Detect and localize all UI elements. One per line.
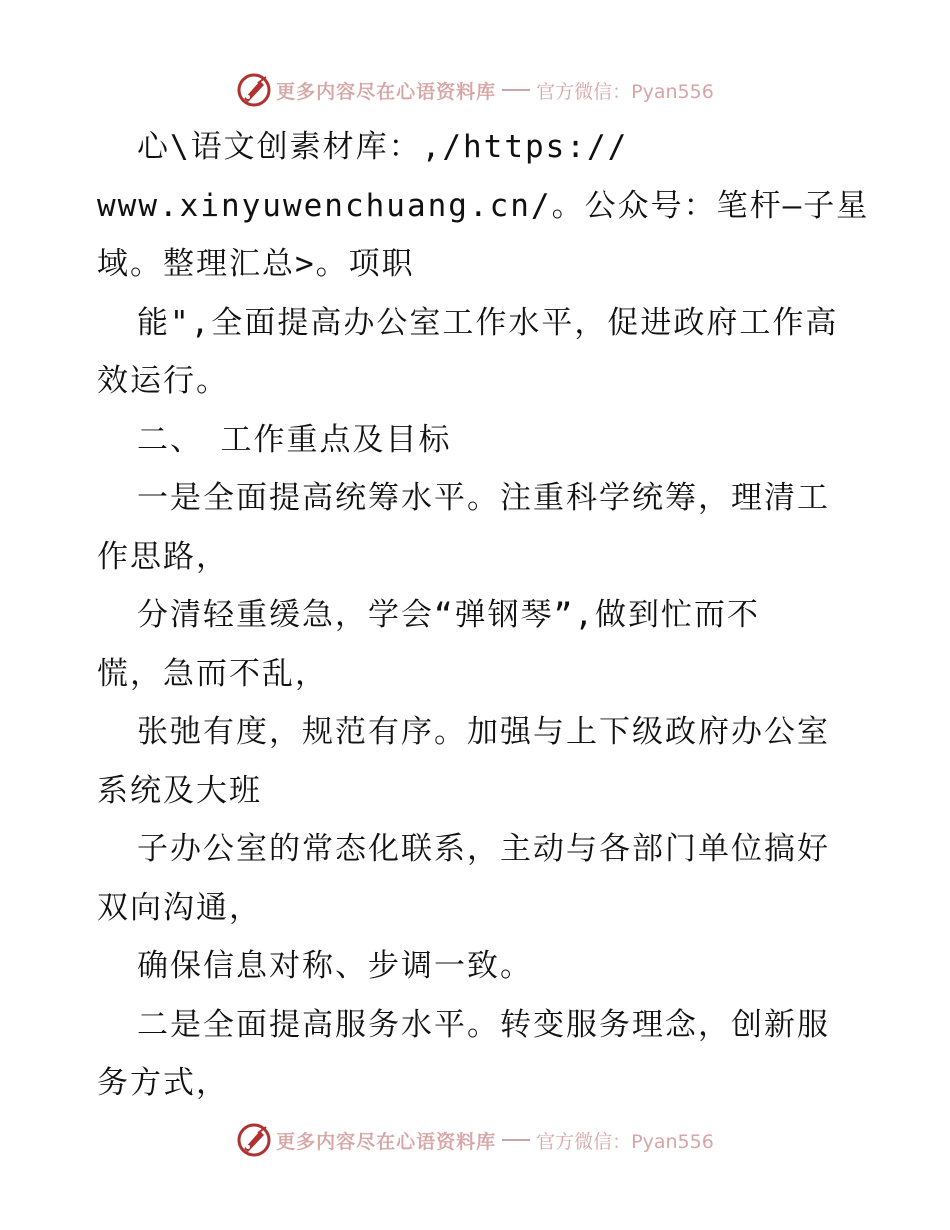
text-line: 能",全面提高办公室工作水平，促进政府工作高 xyxy=(137,304,839,341)
footer-banner-title: 更多内容尽在心语资料库 xyxy=(276,1130,497,1153)
section-heading: 二、 工作重点及目标 xyxy=(137,421,452,458)
footer-banner-separator xyxy=(502,1139,530,1141)
text-line: 效运行。 xyxy=(97,363,229,399)
text-line: 二是全面提高服务水平。转变服务理念，创新服 xyxy=(137,1006,830,1043)
text-line: 双向沟通， xyxy=(97,889,262,926)
quill-pen-seal-icon xyxy=(236,1122,272,1158)
footer-banner-contact: 官方微信：Pyan556 xyxy=(536,1130,714,1153)
text-line: 确保信息对称、步调一致。 xyxy=(137,948,533,984)
text-line: 作思路， xyxy=(97,538,229,575)
text-line: 域。整理汇总>。项职 xyxy=(97,246,415,282)
text-line: www.xinyuwenchuang.cn/。公众号：笔杆—子星 xyxy=(97,187,870,224)
document-body xyxy=(97,118,870,1113)
text-line: 慌，急而不乱， xyxy=(97,655,328,692)
text-line: 张弛有度，规范有序。加强与上下级政府办公室 xyxy=(137,714,830,750)
footer-banner xyxy=(0,1118,950,1162)
quill-pen-seal-icon xyxy=(236,72,272,108)
text-line: 心\语文创素材库：,/https:// xyxy=(137,129,629,165)
header-banner-separator xyxy=(502,89,530,91)
text-line: 子办公室的常态化联系，主动与各部门单位搞好 xyxy=(137,831,830,867)
text-line: 分清轻重缓急，学会“弹钢琴”,做到忙而不 xyxy=(137,597,760,633)
header-banner xyxy=(0,68,950,112)
header-banner-title: 更多内容尽在心语资料库 xyxy=(276,80,497,103)
text-line: 务方式， xyxy=(97,1065,229,1101)
text-line: 一是全面提高统筹水平。注重科学统筹，理清工 xyxy=(137,480,830,516)
text-line: 系统及大班 xyxy=(97,772,262,809)
header-banner-contact: 官方微信：Pyan556 xyxy=(536,80,714,103)
